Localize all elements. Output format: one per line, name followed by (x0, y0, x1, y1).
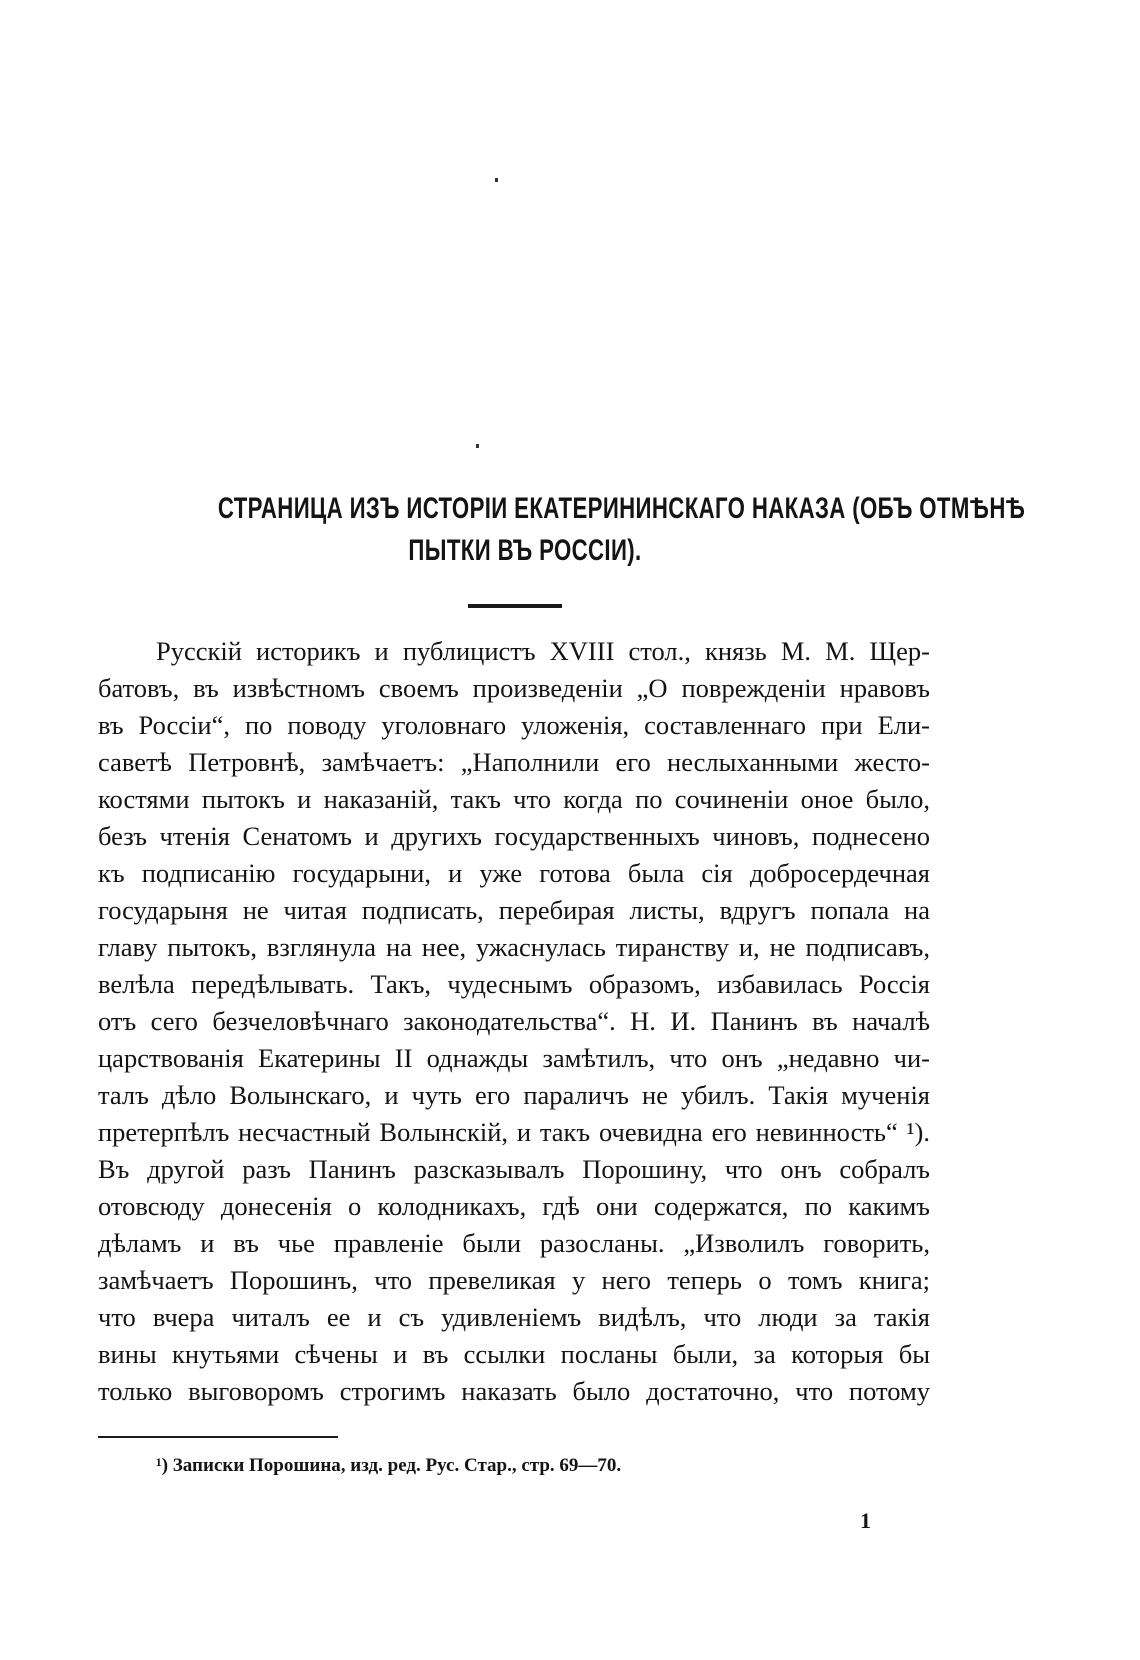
text-line: царствованія Екатерины II однажды замѣтилъ, что онъ „недавно чи- (98, 1043, 930, 1073)
text-line: главу пытокъ, взглянула на нее, ужаснулась тиранству и, не подписавъ, (98, 932, 930, 962)
page-number: 1 (860, 1508, 871, 1533)
text-line: талъ дѣло Волынскаго, и чуть его параличъ не убилъ. Такія мученія (98, 1080, 930, 1110)
text-line: дѣламъ и въ чье правленіе были разосланы. „Изволилъ говорить, (98, 1228, 930, 1258)
text-line: саветѣ Петровнѣ, замѣчаетъ: „Наполнили его неслыханными жесто- (98, 747, 930, 777)
text-line: только выговоромъ строгимъ наказать было достаточно, что потому (98, 1376, 930, 1406)
text-line: вины кнутьями сѣчены и въ ссылки посланы были, за которыя бы (98, 1339, 930, 1369)
text-line: что вчера читалъ ее и съ удивленіемъ видѣлъ, что люди за такія (98, 1302, 930, 1332)
chapter-title-line-2: ПЫТКИ ВЪ РОССІИ). (408, 534, 642, 567)
footnote-divider (98, 1436, 338, 1438)
chapter-title (217, 488, 1026, 572)
ink-speck (495, 178, 498, 182)
text-line: въ Россіи“, по поводу уголовнаго уложенія, составленнаго при Ели- (98, 710, 930, 740)
text-line: замѣчаетъ Порошинъ, что превеликая у него теперь о томъ книга; (98, 1265, 930, 1295)
text-line: костями пытокъ и наказаній, такъ что когда по сочиненіи оное было, (98, 784, 930, 814)
text-line: велѣла передѣлывать. Такъ, чудеснымъ образомъ, избавилась Россія (98, 969, 930, 999)
text-line: Въ другой разъ Панинъ разсказывалъ Порошину, что онъ собралъ (98, 1154, 930, 1184)
text-line: претерпѣлъ несчастный Волынскій, и такъ очевидна его невинность“ ¹). (98, 1117, 930, 1147)
ink-speck (476, 444, 479, 448)
text-line: безъ чтенія Сенатомъ и другихъ государственныхъ чиновъ, поднесено (98, 821, 930, 851)
text-line: батовъ, въ извѣстномъ своемъ произведеніи „О поврежденіи нравовъ (98, 673, 930, 703)
title-divider (468, 604, 562, 608)
chapter-title-line-1: СТРАНИЦА ИЗЪ ИСТОРІИ ЕКАТЕРИНИНСКАГО НАКАЗА (ОБЪ ОТМѢНѢ (217, 492, 1026, 525)
text-line: государыня не читая подписать, перебирая листы, вдругъ попала на (98, 895, 930, 925)
footnote: ¹) Записки Порошина, изд. ред. Рус. Стар., стр. 69—70. (156, 1455, 622, 1476)
text-line: Русскій историкъ и публицистъ XVIII стол., князь М. М. Щер- (156, 636, 930, 666)
body-paragraph (98, 633, 930, 1410)
text-line: отовсюду донесенія о колодникахъ, гдѣ они содержатся, по какимъ (98, 1191, 930, 1221)
text-line: къ подписанію государыни, и уже готова была сія добросердечная (98, 858, 930, 888)
text-line: отъ сего безчеловѣчнаго законодательства“. Н. И. Панинъ въ началѣ (98, 1006, 930, 1036)
